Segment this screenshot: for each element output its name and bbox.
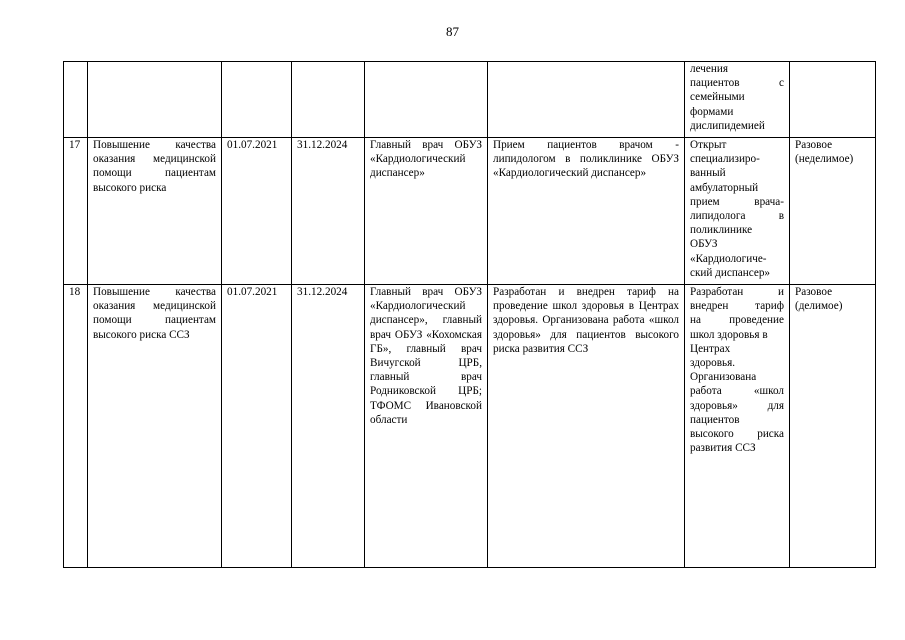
indicator-line: Центрах: [690, 342, 731, 355]
activities-table: [63, 61, 876, 568]
indicator-line: Организована: [690, 371, 757, 384]
indicator-line: ский диспансер»: [690, 266, 771, 279]
indicator-line: ванный: [690, 167, 726, 180]
indicator-line: специализиро-: [690, 153, 760, 166]
indicator-line: «Кардиологиче-: [690, 252, 767, 265]
indicator-line: внедрен тариф: [690, 300, 784, 313]
cell-number: 17: [64, 138, 88, 285]
indicator-line: Разработан и: [690, 286, 784, 298]
indicator-line: формами: [690, 105, 734, 118]
cell-responsible: [365, 62, 488, 138]
table-row: [64, 285, 876, 568]
cell-type: [790, 62, 876, 138]
page-number: 87: [446, 24, 459, 39]
cell-result: [488, 62, 685, 138]
indicator-line: школ здоровья в: [690, 328, 768, 341]
indicator-line: липидолога в: [690, 210, 784, 223]
cell-end-date: [292, 62, 365, 138]
cell-responsible: Главный врач ОБУЗ «Кардиологический диспансер»: [365, 138, 488, 285]
indicator-line: пациентов: [690, 413, 740, 426]
indicator-line: работа «школ: [690, 385, 784, 398]
indicator-line: пациентов с: [690, 77, 784, 90]
table-row: [64, 138, 876, 285]
cell-start-date: [222, 62, 292, 138]
cell-indicator: [685, 138, 790, 285]
cell-indicator: [685, 62, 790, 138]
indicator-line: высокого риска: [690, 428, 784, 441]
indicator-line: Открыт: [690, 139, 727, 151]
indicator-line: ОБУЗ: [690, 238, 718, 251]
cell-type: Разовое (делимое): [790, 285, 876, 568]
indicator-line: здоровья» для: [690, 399, 784, 412]
indicator-line: здоровья.: [690, 357, 736, 370]
indicator-line: лечения: [690, 63, 728, 75]
cell-end-date: 31.12.2024: [292, 138, 365, 285]
table-row: [64, 62, 876, 138]
cell-end-date: 31.12.2024: [292, 285, 365, 568]
cell-result: Прием пациентов врачом - липидологом в поликлинике ОБУЗ «Кардиологический диспансер»: [488, 138, 685, 285]
indicator-line: семейными: [690, 91, 745, 104]
indicator-line: прием врача-: [690, 195, 784, 208]
indicator-line: дислипидемией: [690, 119, 765, 132]
cell-responsible: Главный врач ОБУЗ «Кардиологический диспансер», главный врач ОБУЗ «Кохомская ГБ», главный врач Вичугской ЦРБ, главный врач Родниковской ЦРБ; ТФОМС Ивановской области: [365, 285, 488, 568]
cell-name: [88, 62, 222, 138]
indicator-line: поликлинике: [690, 224, 753, 237]
indicator-line: амбулаторный: [690, 181, 759, 194]
indicator-line: на проведение: [690, 314, 784, 327]
cell-start-date: 01.07.2021: [222, 285, 292, 568]
cell-name: Повышение качества оказания медицинской помощи пациентам высокого риска ССЗ: [88, 285, 222, 568]
cell-name: Повышение качества оказания медицинской помощи пациентам высокого риска: [88, 138, 222, 285]
cell-number: 18: [64, 285, 88, 568]
cell-result: Разработан и внедрен тариф на проведение школ здоровья в Центрах здоровья. Организована работа «школ здоровья» для пациентов высокого риска развития ССЗ: [488, 285, 685, 568]
cell-number: [64, 62, 88, 138]
cell-indicator: [685, 285, 790, 568]
indicator-line: развития ССЗ: [690, 442, 756, 455]
cell-type: Разовое (неделимое): [790, 138, 876, 285]
cell-start-date: 01.07.2021: [222, 138, 292, 285]
